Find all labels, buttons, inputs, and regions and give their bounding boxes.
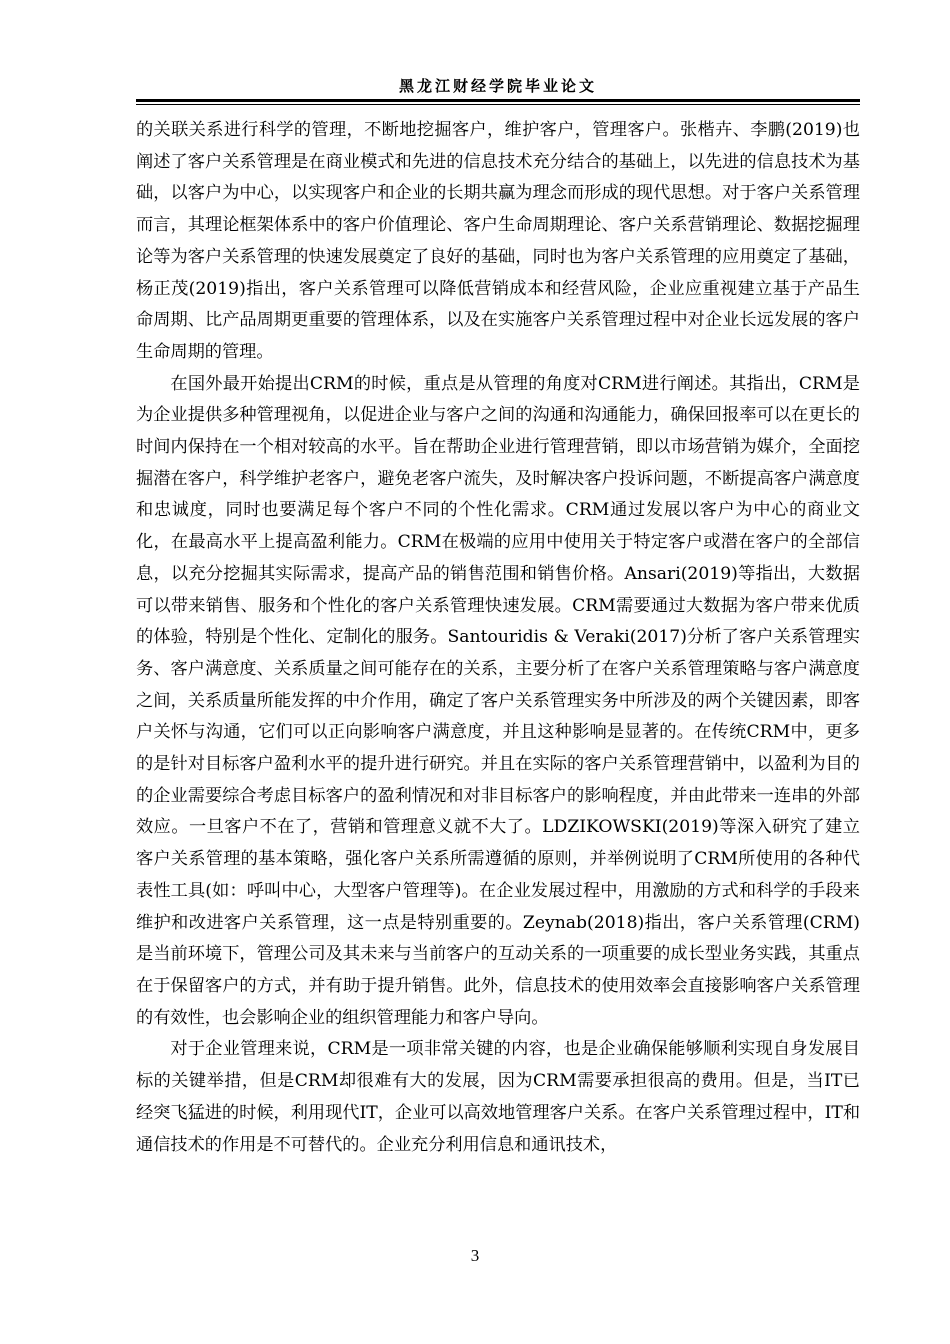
header-rule-thin [136, 104, 860, 105]
paragraph: 在国外最开始提出CRM的时候，重点是从管理的角度对CRM进行阐述。其指出，CRM是为企业提供多种管理视角，以促进企业与客户之间的沟通和沟通能力，确保回报率可以在更长的时间内保持在一个相对较高的水平。旨在帮助企业进行管理营销，即以市场营销为媒介，全面挖掘潜在客户，科学维护老客户，避免老客户流失，及时解决客户投诉问题，不断提高客户满意度和忠诚度，同时也要满足每个客户不同的个性化需求。CRM通过发展以客户为中心的商业文化，在最高水平上提高盈利能力。CRM在极端的应用中使用关于特定客户或潜在客户的全部信息，以充分挖掘其实际需求，提高产品的销售范围和销售价格。Ansari(2019)等指出，大数据可以带来销售、服务和个性化的客户关系管理快速发展。CRM需要通过大数据为客户带来优质的体验，特别是个性化、定制化的服务。Santouridis & Veraki(2017)分析了客户关系管理实务、客户满意度、关系质量之间可能存在的关系，主要分析了在客户关系管理策略与客户满意度之间，关系质量所能发挥的中介作用，确定了客户关系管理实务中所涉及的两个关键因素，即客户关怀与沟通，它们可以正向影响客户满意度，并且这种影响是显著的。在传统CRM中，更多的是针对目标客户盈利水平的提升进行研究。并且在实际的客户关系管理营销中，以盈利为目的的企业需要综合考虑目标客户的盈利情况和对非目标客户的影响程度，并由此带来一连串的外部效应。一旦客户不在了，营销和管理意义就不大了。LDZIKOWSKI(2019)等深入研究了建立客户关系管理的基本策略，强化客户关系所需遵循的原则，并举例说明了CRM所使用的各种代表性工具(如：呼叫中心，大型客户管理等)。在企业发展过程中，用激励的方式和科学的手段来维护和改进客户关系管理，这一点是特别重要的。Zeynab(2018)指出，客户关系管理(CRM)是当前环境下，管理公司及其未来与当前客户的互动关系的一项重要的成长型业务实践，其重点在于保留客户的方式，并有助于提升销售。此外，信息技术的使用效率会直接影响客户关系管理的有效性，也会影响企业的组织管理能力和客户导向。 [136, 373, 860, 1028]
paragraph: 对于企业管理来说，CRM是一项非常关键的内容，也是企业确保能够顺利实现自身发展目标的关键举措，但是CRM却很难有大的发展，因为CRM需要承担很高的费用。但是，当IT已经突飞猛进的时候，利用现代IT，企业可以高效地管理客户关系。在客户关系管理过程中，IT和通信技术的作用是不可替代的。企业充分利用信息和通讯技术， [136, 1039, 861, 1155]
body-text [136, 115, 860, 1161]
paragraph-continued: 的关联关系进行科学的管理，不断地挖掘客户，维护客户，管理客户。张楷卉、李鹏(2019)也阐述了客户关系管理是在商业模式和先进的信息技术充分结合的基础上，以先进的信息技术为基础，以客户为中心，以实现客户和企业的长期共赢为理念而形成的现代思想。对于客户关系管理而言，其理论框架体系中的客户价值理论、客户生命周期理论、客户关系营销理论、数据挖掘理论等为客户关系管理的快速发展奠定了良好的基础，同时也为客户关系管理的应用奠定了基础，杨正茂(2019)指出，客户关系管理可以降低营销成本和经营风险，企业应重视建立基于产品生命周期、比产品周期更重要的管理体系，以及在实施客户关系管理过程中对企业长远发展的客户生命周期的管理。 [136, 120, 860, 362]
running-header: 黑龙江财经学院毕业论文 [398, 77, 597, 95]
page-number: 3 [470, 1246, 480, 1265]
header-rule-thick [136, 99, 860, 102]
